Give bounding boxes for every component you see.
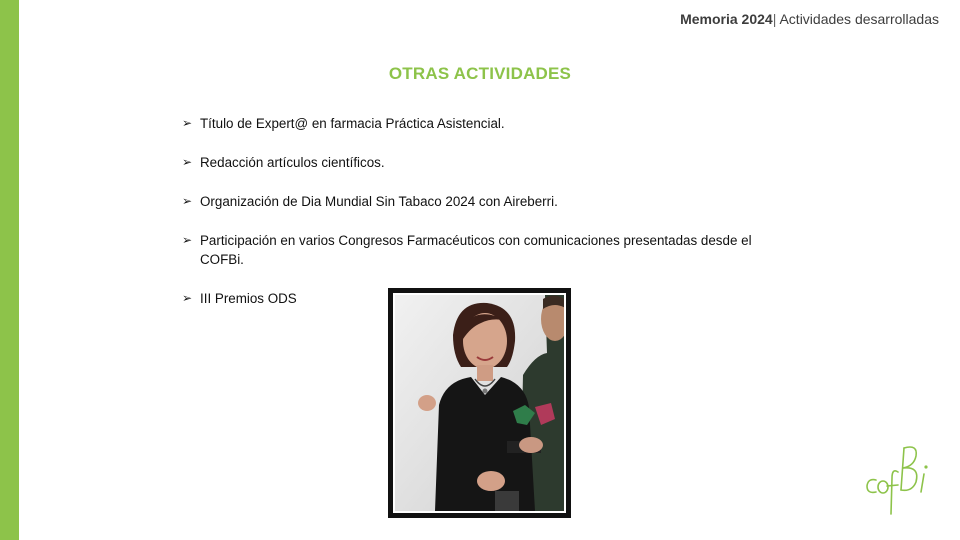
list-item <box>182 153 792 172</box>
list-item-text: Redacción artículos científicos. <box>200 155 385 170</box>
cofbi-logo <box>862 440 934 520</box>
list-item <box>182 114 792 133</box>
header-section: Actividades desarrolladas <box>779 11 939 27</box>
cofbi-logo-graphic <box>862 440 934 520</box>
arrow-bullet-icon: ➢ <box>182 116 193 130</box>
header-memoria: Memoria 2024 <box>680 11 773 27</box>
list-item <box>182 231 792 269</box>
page-header <box>680 11 939 27</box>
arrow-bullet-icon: ➢ <box>182 155 193 169</box>
arrow-bullet-icon: ➢ <box>182 291 193 305</box>
list-item <box>182 192 792 211</box>
page-title: OTRAS ACTIVIDADES <box>388 64 572 83</box>
list-item-text: III Premios ODS <box>200 291 297 306</box>
award-photo-illustration <box>395 295 564 511</box>
award-photo-frame <box>388 288 571 518</box>
header-separator: | <box>772 11 777 27</box>
list-item-text: Participación en varios Congresos Farmacéuticos con comunicaciones presentadas desde el COFBi. <box>200 233 752 267</box>
arrow-bullet-icon: ➢ <box>182 194 193 208</box>
list-item-text: Título de Expert@ en farmacia Práctica Asistencial. <box>200 116 505 131</box>
award-photo <box>393 293 566 513</box>
arrow-bullet-icon: ➢ <box>182 233 193 247</box>
list-item-text: Organización de Dia Mundial Sin Tabaco 2024 con Aireberri. <box>200 194 558 209</box>
